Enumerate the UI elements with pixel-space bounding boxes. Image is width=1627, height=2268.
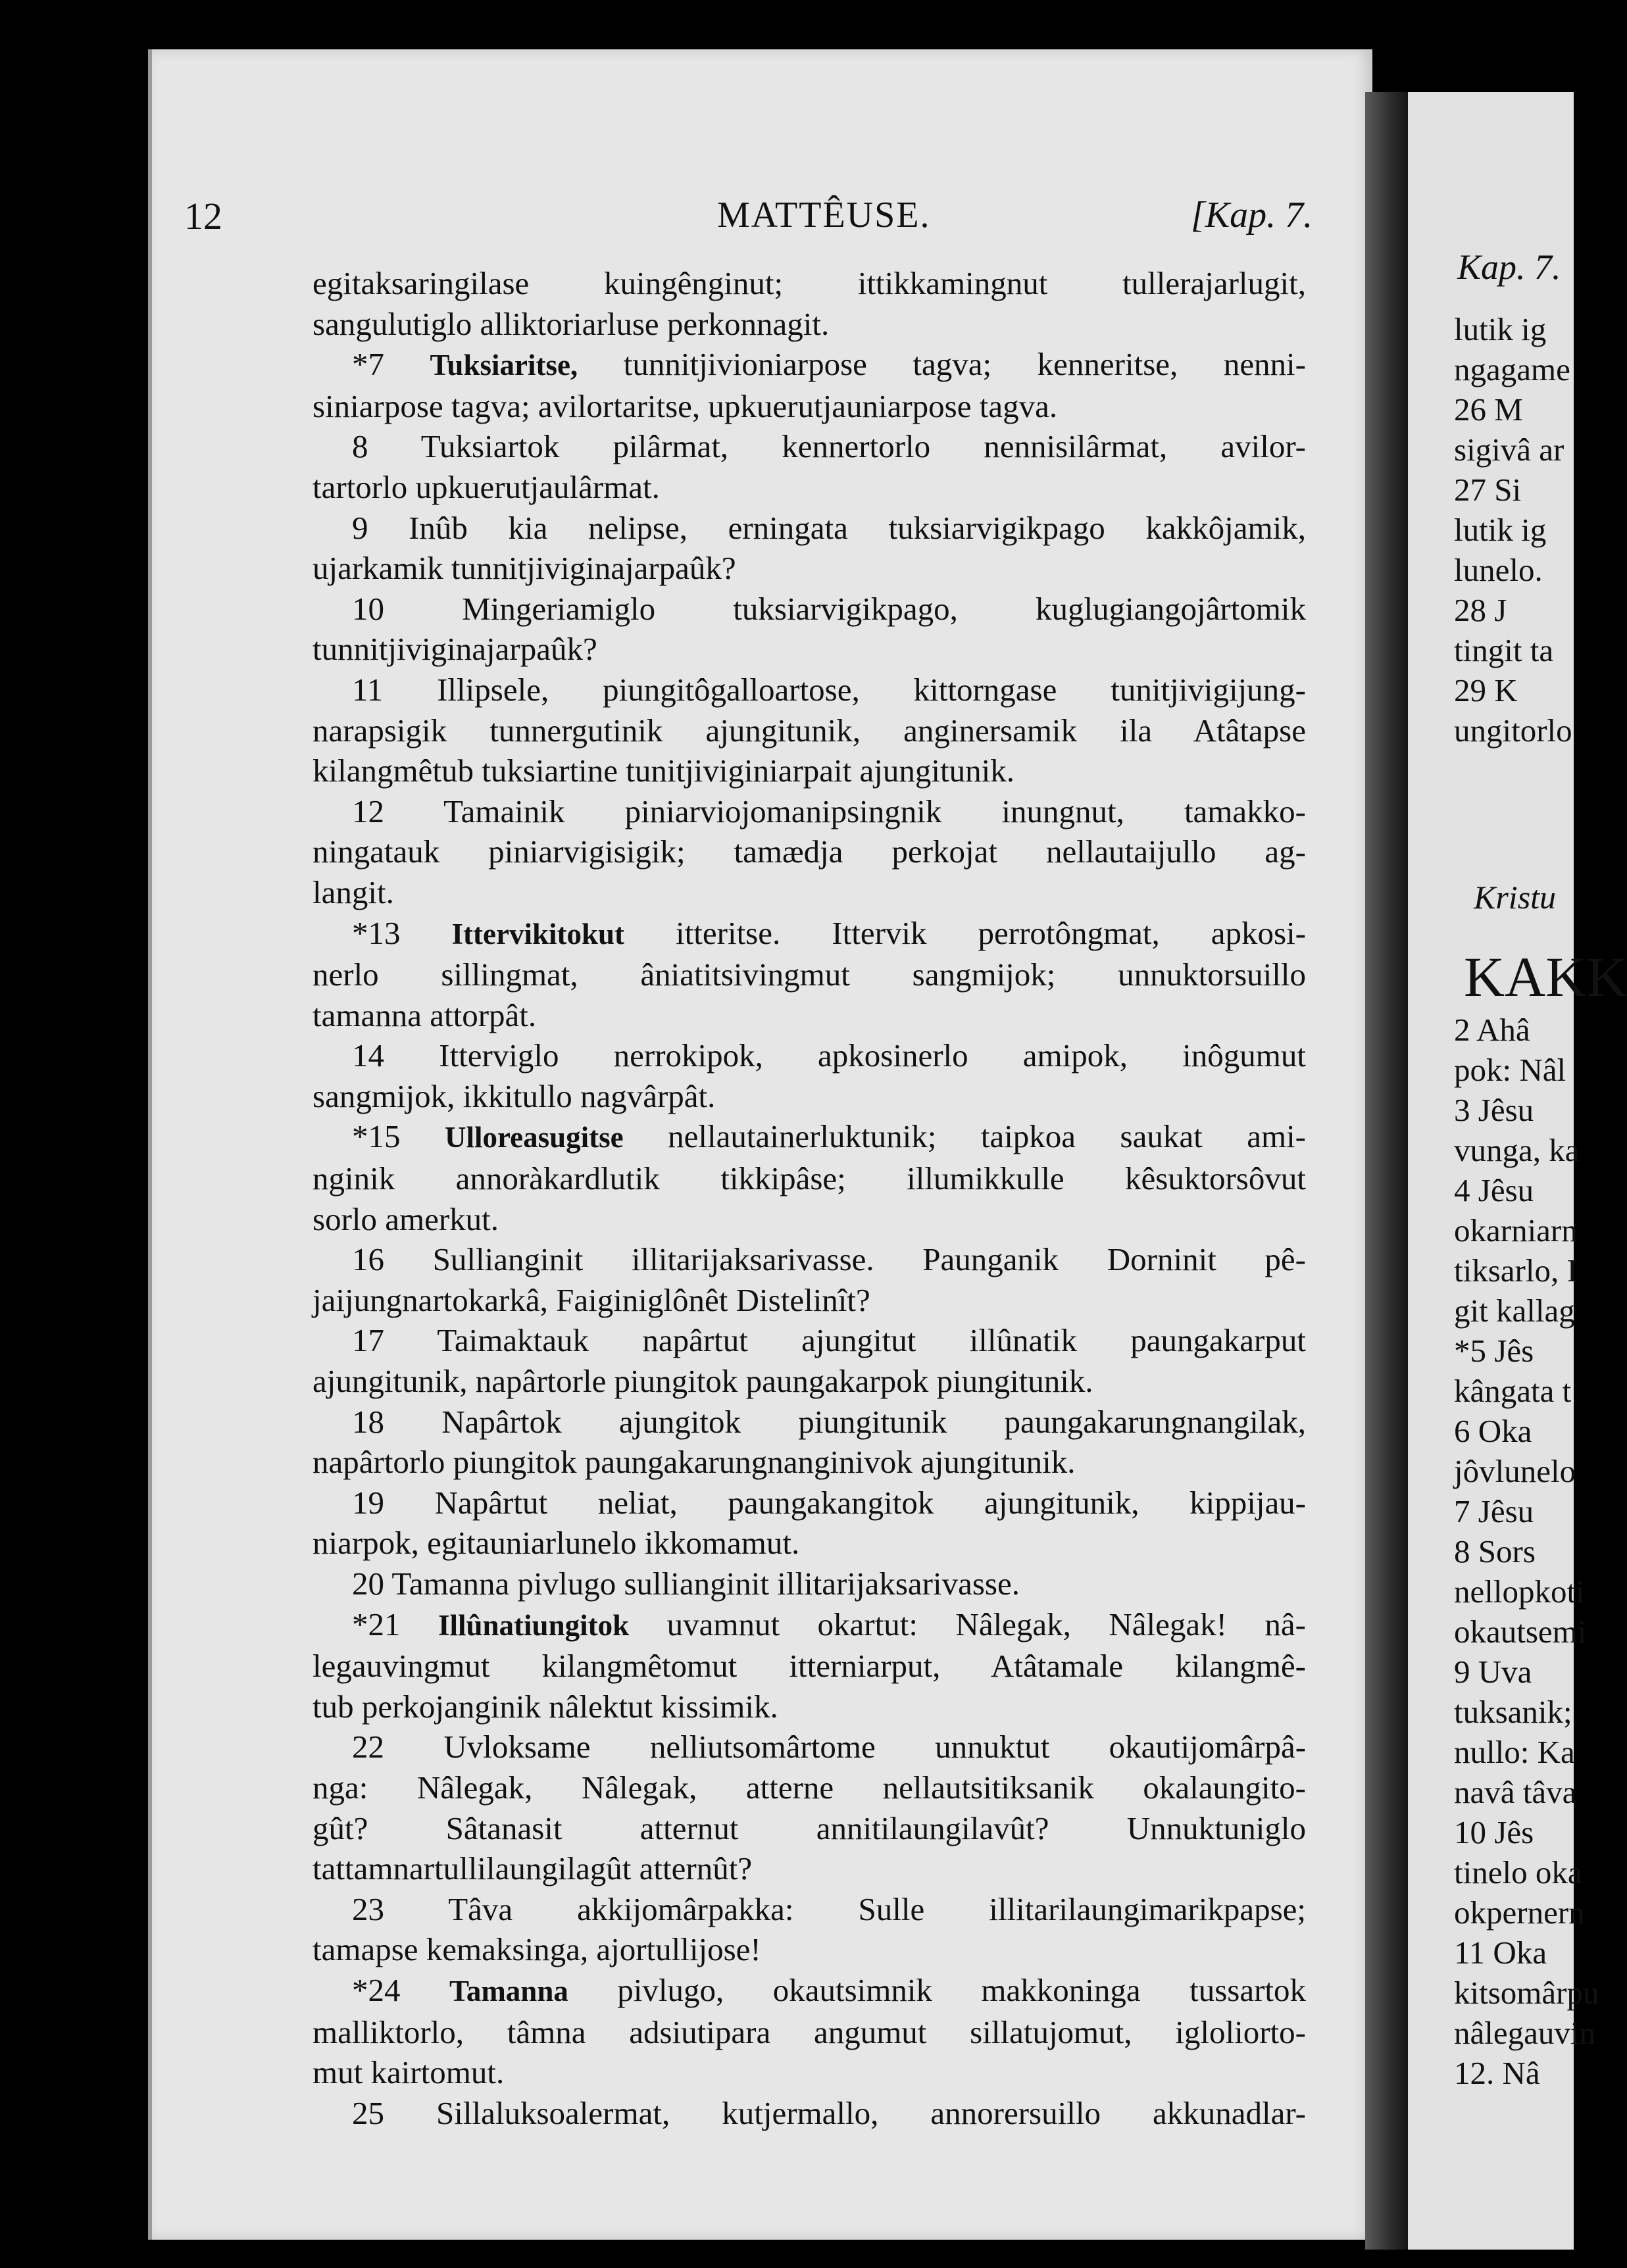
text-line <box>313 1727 1306 1767</box>
chapter-label: [Kap. 7. <box>1191 195 1313 235</box>
text-line <box>313 1280 1306 1321</box>
text-line <box>313 548 1306 589</box>
text-line <box>313 995 1306 1036</box>
line-text: tamanna attorpât. <box>313 997 537 1033</box>
text-line <box>313 1076 1306 1117</box>
text-line <box>313 508 1306 549</box>
text-line <box>313 1158 1306 1199</box>
text-line <box>313 710 1306 751</box>
text-line <box>313 751 1306 791</box>
line-text: ajungitunik, napârtorle piungitok paungakarpok piungitunik. <box>313 1363 1093 1400</box>
line-text: pivlugo, okautsimnik makkoninga tussartok <box>568 1971 1307 2008</box>
verse-number: 14 <box>352 1037 439 1074</box>
right-page-line: okarniarn <box>1454 1212 1578 1248</box>
right-page-drop-cap: KAKK <box>1464 945 1627 1008</box>
right-page-upper-text <box>1454 309 1572 751</box>
verse-number: 17 <box>352 1322 438 1359</box>
verse-number: 25 <box>352 2094 437 2131</box>
right-page-line: sigivâ ar <box>1454 431 1564 468</box>
verse-number: 8 <box>352 428 421 465</box>
line-text: mut kairtomut. <box>313 2054 505 2091</box>
line-text: itteritse. Ittervik perrotôngmat, apkosi- <box>624 914 1307 951</box>
right-page-line: kângata t <box>1454 1373 1572 1409</box>
text-line <box>313 1808 1306 1849</box>
verse-number: 10 <box>352 590 463 627</box>
right-page <box>1408 92 1627 2250</box>
page-header <box>0 194 1574 247</box>
text-line <box>313 1929 1306 1970</box>
line-text: Itterviglo nerrokipok, apkosinerlo amipok, inôgumut <box>439 1037 1307 1074</box>
text-line <box>313 831 1306 872</box>
line-text: sorlo amerkut. <box>313 1200 499 1237</box>
verse-heading-word: Ittervikitokut <box>451 917 625 950</box>
verse-heading-word: Illûnatiungitok <box>438 1608 630 1642</box>
right-page-line: lutik ig <box>1454 512 1547 548</box>
right-page-line: 11 Oka <box>1454 1935 1547 1971</box>
line-text: Tamainik piniarviojomanipsingnik inungnut, tamakko- <box>443 793 1306 829</box>
line-text: tartorlo upkuerutjaulârmat. <box>313 468 660 505</box>
line-text: tunnitjivioniarpose tagva; kenneritse, nenni- <box>578 346 1306 383</box>
line-text: Uvloksame nelliutsomârtome unnuktut okautijomârpâ- <box>443 1729 1307 1765</box>
line-text: gût? Sâtanasit atternut annitilaungilavût? Unnuktuniglo <box>313 1810 1306 1846</box>
verse-heading-word: Tuksiaritse, <box>430 349 578 382</box>
text-line <box>313 791 1306 832</box>
verse-number: *13 <box>352 914 452 951</box>
text-line <box>313 1564 1306 1604</box>
right-page-section-heading: Kristu <box>1474 879 1557 916</box>
right-page-line: tuksanik; <box>1454 1694 1572 1730</box>
text-line <box>313 913 1306 955</box>
text-line <box>313 872 1306 913</box>
right-page-line: okautsemi <box>1454 1614 1587 1650</box>
line-text: napârtorlo piungitok paungakarungnanginivok ajungitunik. <box>313 1444 1076 1481</box>
text-line <box>313 2052 1306 2093</box>
verse-heading-word: Tamanna <box>449 1974 568 2008</box>
line-text: sangmijok, ikkitullo nagvârpât. <box>313 1077 716 1114</box>
line-text: nellautainerluktunik; taipkoa saukat ami- <box>623 1118 1306 1155</box>
right-page-line: lutik ig <box>1454 311 1547 347</box>
right-page-line: nullo: Ka <box>1454 1734 1575 1770</box>
right-page-line: 3 Jêsu <box>1454 1092 1534 1128</box>
page-number: 12 <box>184 195 222 237</box>
verse-number: 11 <box>352 671 438 708</box>
line-text: Mingeriamiglo tuksiarvigikpago, kuglugiangojârtomik <box>462 590 1306 627</box>
right-page-lower-text <box>1454 1010 1599 2093</box>
right-page-line: 10 Jês <box>1454 1814 1534 1850</box>
main-text-block <box>313 263 1306 2133</box>
right-page-line: tingit ta <box>1454 632 1554 668</box>
verse-number: *24 <box>352 1971 449 2008</box>
text-line <box>313 1687 1306 1727</box>
right-page-line: nâlegauvin <box>1454 2015 1595 2051</box>
verse-number: 12 <box>352 793 444 829</box>
text-line <box>313 1483 1306 1523</box>
verse-heading-word: Ulloreasugitse <box>444 1121 624 1154</box>
right-page-line: 26 M <box>1454 391 1523 428</box>
right-page-line: ungitorlo <box>1454 712 1572 749</box>
right-page-line: 12. Nâ <box>1454 2055 1540 2091</box>
verse-number: 19 <box>352 1484 435 1521</box>
line-text: Tuksiartok pilârmat, kennertorlo nennisilârmat, avilor- <box>420 428 1307 465</box>
text-line <box>313 263 1306 304</box>
text-line <box>313 2012 1306 2053</box>
right-page-line: kitsomârpu <box>1454 1975 1599 2011</box>
text-line <box>313 629 1306 670</box>
verse-number: 20 <box>352 1565 392 1602</box>
line-text: Napârtut neliat, paungakangitok ajungitunik, kippijau- <box>434 1484 1307 1521</box>
right-page-line: 4 Jêsu <box>1454 1172 1534 1208</box>
right-page-line: 2 Ahâ <box>1454 1012 1530 1048</box>
text-line <box>313 1970 1306 2012</box>
text-line <box>313 589 1306 629</box>
line-text: nginik annoràkardlutik tikkipâse; illumikkulle kêsuktorsôvut <box>313 1160 1306 1197</box>
verse-number: *21 <box>352 1606 438 1642</box>
right-page-chapter: Kap. 7. <box>1457 247 1561 287</box>
text-line <box>313 670 1306 710</box>
right-page-line: 8 Sors <box>1454 1533 1536 1569</box>
line-text: siniarpose tagva; avilortaritse, upkuerutjauniarpose tagva. <box>313 387 1058 424</box>
right-page-line: vunga, ka <box>1454 1132 1580 1168</box>
verse-number: 18 <box>352 1403 442 1440</box>
text-line <box>313 1889 1306 1930</box>
right-page-line: ngagame <box>1454 351 1570 387</box>
line-text: legauvingmut kilangmêtomut itterniarput, Atâtamale kilangmê- <box>313 1648 1306 1685</box>
right-page-line: tinelo oka <box>1454 1854 1582 1890</box>
line-text: narapsigik tunnergutinik ajungitunik, anginersamik ila Atâtapse <box>313 712 1306 749</box>
text-line <box>313 1116 1306 1158</box>
line-text: ningatauk piniarvigisigik; tamædja perkojat nellautaijullo ag- <box>313 833 1306 870</box>
text-line <box>313 1239 1306 1280</box>
line-text: uvamnut okartut: Nâlegak, Nâlegak! nâ- <box>629 1606 1307 1642</box>
right-page-line: 27 Si <box>1454 472 1522 508</box>
line-text: tattamnartullilaungilagût atternût? <box>313 1850 753 1887</box>
line-text: Sullianginit illitarijaksarivasse. Paunganik Dorninit pê- <box>432 1241 1306 1278</box>
right-page-line: 28 J <box>1454 592 1507 628</box>
line-text: Napârtok ajungitok piungitunik paungakarungnangilak, <box>441 1403 1306 1440</box>
right-page-line: okpernern <box>1454 1894 1585 1931</box>
line-text: Inûb kia nelipse, erningata tuksiarvigikpago kakkôjamik, <box>409 509 1306 546</box>
text-line <box>313 1199 1306 1240</box>
right-page-line: *5 Jês <box>1454 1333 1534 1369</box>
right-page-line: lunelo. <box>1454 552 1543 588</box>
text-line <box>313 1767 1306 1808</box>
page-title: MATTÊUSE. <box>717 195 931 235</box>
right-page-line: pok: Nâl <box>1454 1052 1566 1088</box>
right-page-line: 6 Oka <box>1454 1413 1532 1449</box>
line-text: ujarkamik tunnitjiviginajarpaûk? <box>313 550 736 587</box>
line-text: langit. <box>313 874 394 910</box>
verse-number: 9 <box>352 509 409 546</box>
line-text: nerlo sillingmat, âniatitsivingmut sangmijok; unnuktorsuillo <box>313 956 1306 993</box>
text-line <box>313 426 1306 467</box>
line-text: nga: Nâlegak, Nâlegak, atterne nellautsitiksanik okalaungito- <box>313 1769 1306 1806</box>
line-text: tub perkojanginik nâlektut kissimik. <box>313 1688 778 1725</box>
verse-number: *7 <box>352 346 430 383</box>
text-line <box>313 304 1306 345</box>
text-line <box>313 344 1306 386</box>
verse-number: 16 <box>352 1241 433 1278</box>
text-line <box>313 1848 1306 1889</box>
text-line <box>313 1442 1306 1483</box>
text-line <box>313 954 1306 995</box>
text-line <box>313 467 1306 508</box>
text-line <box>313 1402 1306 1442</box>
text-line <box>313 1523 1306 1564</box>
verse-number: *15 <box>352 1118 445 1155</box>
line-text: niarpok, egitauniarlunelo ikkomamut. <box>313 1525 800 1562</box>
line-text: malliktorlo, tâmna adsiutipara angumut sillatujomut, igloliorto- <box>313 2013 1306 2050</box>
line-text: Taimaktauk napârtut ajungitut illûnatik paungakarput <box>437 1322 1306 1359</box>
text-line <box>313 1035 1306 1076</box>
line-text: egitaksaringilase kuingênginut; ittikkamingnut tullerajarlugit, <box>313 265 1306 301</box>
text-line <box>313 386 1306 427</box>
line-text: tamapse kemaksinga, ajortullijose! <box>313 1931 761 1968</box>
right-page-line: git kallag <box>1454 1293 1575 1329</box>
right-page-line: 9 Uva <box>1454 1654 1532 1690</box>
right-page-line: 29 K <box>1454 672 1518 708</box>
verse-number: 22 <box>352 1729 444 1765</box>
right-page-line: nellopkoti <box>1454 1573 1585 1610</box>
right-page-line: tiksarlo, I <box>1454 1252 1578 1289</box>
text-line <box>313 1646 1306 1687</box>
text-line <box>313 1361 1306 1402</box>
verse-number: 23 <box>352 1890 449 1927</box>
line-text: Tamanna pivlugo sullianginit illitarijaksarivasse. <box>391 1565 1020 1602</box>
right-page-line: 7 Jêsu <box>1454 1493 1534 1529</box>
book-gutter <box>1365 92 1411 2250</box>
line-text: Sillaluksoalermat, kutjermallo, annorersuillo akkunadlar- <box>436 2094 1306 2131</box>
line-text: Illipsele, piungitôgalloartose, kittorngase tunitjivigijung- <box>437 671 1306 708</box>
right-page-line: navâ tâva <box>1454 1774 1577 1810</box>
line-text: sangulutiglo alliktoriarluse perkonnagit. <box>313 305 830 342</box>
line-text: jaijungnartokarkâ, Faiginiglônêt Distelinît? <box>313 1281 870 1318</box>
text-line <box>313 2093 1306 2134</box>
text-line <box>313 1320 1306 1361</box>
line-text: Tâva akkijomârpakka: Sulle illitarilaungimarikpapse; <box>448 1890 1306 1927</box>
right-page-line: jôvlunelo <box>1454 1453 1576 1489</box>
line-text: tunnitjiviginajarpaûk? <box>313 631 597 668</box>
line-text: kilangmêtub tuksiartine tunitjiviginiarpait ajungitunik. <box>313 752 1014 789</box>
text-line <box>313 1604 1306 1646</box>
